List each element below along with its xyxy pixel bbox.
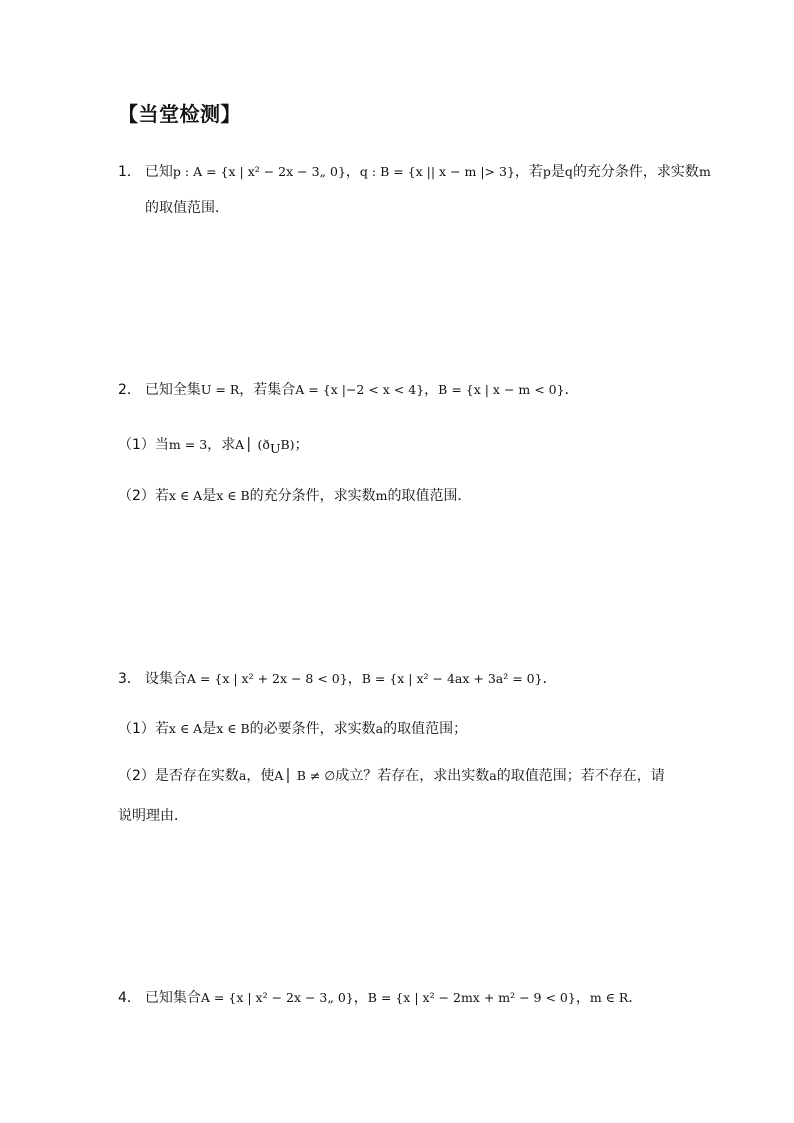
question-1-line-1 (118, 163, 711, 181)
math-expression: m (698, 164, 711, 179)
math-expression: B = {x | x² − 4ax + 3a² = 0} (361, 671, 543, 686)
text: 成立？若存在，求出实数 (335, 768, 490, 784)
math-expression: a (375, 721, 384, 736)
math-expression: A = {x |−2 < x < 4} (295, 382, 425, 397)
math-expression: U = R (200, 382, 240, 397)
text: 是 (202, 488, 217, 504)
text: ，若 (514, 164, 543, 180)
question-2-part-1 (118, 436, 309, 458)
math-expression: B = {x | x − m < 0} (438, 382, 565, 397)
text: ，若集合 (239, 382, 296, 398)
question-3-part-2-line-2: 说明理由． (118, 808, 188, 824)
text: 是 (550, 164, 565, 180)
text: 的充分条件，求实数 (249, 488, 376, 504)
text: ． (564, 382, 579, 398)
text: 已知 (144, 164, 173, 180)
math-expression: A⎪ (ð (235, 437, 270, 452)
text: 设集合 (144, 671, 187, 687)
question-3-part-2 (118, 767, 665, 785)
math-expression: p : A = {x | x² − 2x − 3„ 0} (172, 164, 346, 179)
text: 的必要条件，求实数 (249, 721, 376, 737)
question-number: 4． (118, 990, 141, 1006)
part-label: （1）当 (118, 437, 169, 453)
math-expression: A = {x | x² − 2x − 3„ 0} (200, 990, 354, 1005)
text: ． (542, 671, 557, 687)
math-expression: A⎪ B ≠ ∅ (274, 768, 336, 783)
math-expression: m = 3 (168, 437, 208, 452)
question-4-stem (118, 989, 642, 1007)
math-expression: m ∈ R (589, 990, 629, 1005)
text: 已知全集 (144, 382, 201, 398)
question-2-part-2 (118, 487, 472, 505)
math-expression: q : B = {x || x − m |> 3} (359, 164, 515, 179)
math-expression: q (564, 164, 573, 179)
question-3-stem (118, 670, 557, 688)
question-number: 2． (118, 382, 141, 398)
math-expression: B) (280, 437, 295, 452)
math-expression: B = {x | x² − 2mx + m² − 9 < 0} (367, 990, 576, 1005)
question-number: 1． (118, 164, 141, 180)
text: 的取值范围；若不存在，请 (496, 768, 665, 784)
text: 的充分条件，求实数 (572, 164, 699, 180)
part-label: （2）若 (118, 488, 169, 504)
math-expression: m (375, 488, 388, 503)
text: ，求 (207, 437, 236, 453)
part-label: （1）若 (118, 721, 169, 737)
math-expression: x ∈ A (168, 488, 203, 503)
question-1-line-2: 的取值范围． (145, 200, 229, 216)
text: ． (628, 990, 643, 1006)
question-number: 3． (118, 671, 141, 687)
math-expression: x ∈ B (216, 488, 250, 503)
question-2-stem (118, 381, 579, 399)
text: ， (353, 990, 368, 1006)
text: ， (424, 382, 439, 398)
math-expression: x ∈ B (216, 721, 250, 736)
section-title: 【当堂检测】 (118, 102, 241, 126)
text: 已知集合 (144, 990, 201, 1006)
text: 是 (202, 721, 217, 737)
math-expression: p (542, 164, 551, 179)
text: ； (294, 437, 309, 453)
math-subscript: U (269, 440, 281, 456)
math-expression: a (489, 768, 497, 783)
question-3-part-1 (118, 720, 467, 738)
math-expression: a (238, 768, 247, 783)
text: ， (345, 164, 360, 180)
text: ， (347, 671, 362, 687)
text: 的取值范围； (383, 721, 468, 737)
math-expression: x ∈ A (168, 721, 203, 736)
text: ， (575, 990, 590, 1006)
math-expression: A = {x | x² + 2x − 8 < 0} (186, 671, 348, 686)
text: ，使 (246, 768, 275, 784)
part-label: （2）是否存在实数 (118, 768, 239, 784)
text: 的取值范围． (387, 488, 472, 504)
